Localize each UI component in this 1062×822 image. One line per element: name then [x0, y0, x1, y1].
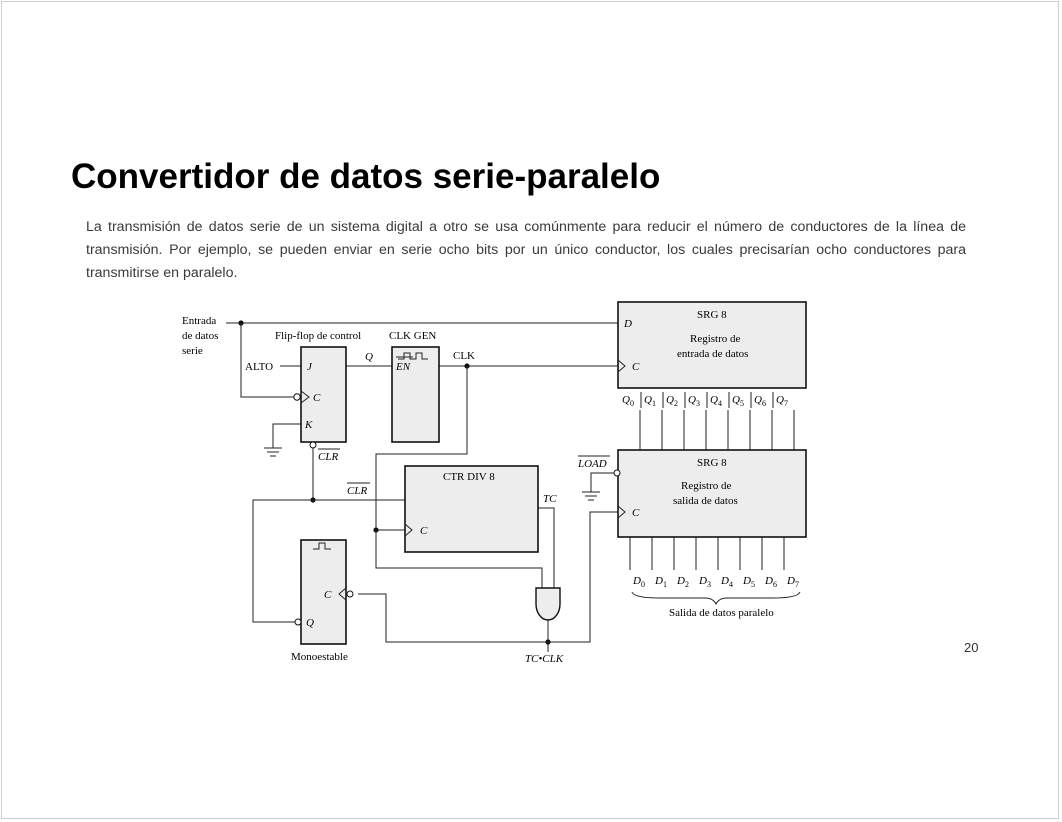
d-output-1: $D_1$ — [655, 575, 667, 589]
page-number: 20 — [964, 640, 979, 655]
mono-c-pin: C — [324, 589, 332, 601]
q-output-4: $Q_4$ — [710, 394, 722, 408]
slide-paragraph: La transmisión de datos serie de un sistema digital a otro se usa comúnmente para reducir el número de conductores de la línea de transmisión. Por ejemplo, se pueden enviar en serie ocho bits por un único conductor, los cuales precisarían ocho conductores para transmitirse en paralelo. — [86, 219, 966, 281]
and-gate — [536, 588, 560, 620]
ff-j-pin: J — [307, 361, 312, 373]
d-output-4: $D_4$ — [721, 575, 733, 589]
serial-input-line2: de datos — [182, 330, 219, 342]
d-output-3: $D_3$ — [699, 575, 711, 589]
serial-input-line1: Entrada — [182, 315, 217, 327]
mono-q-bubble — [295, 619, 301, 625]
d-output-2: $D_2$ — [677, 575, 689, 589]
wire-k-ground — [273, 424, 301, 448]
srg-in-label: SRG 8 — [697, 309, 727, 321]
load-bubble — [614, 470, 620, 476]
ff-clock-bubble — [294, 394, 300, 400]
load-label: LOAD — [578, 458, 607, 470]
srg-in-name2: entrada de datos — [677, 348, 749, 360]
srg-out-name2: salida de datos — [673, 495, 738, 507]
q-output-6: $Q_6$ — [754, 394, 766, 408]
ff-clr-bubble — [310, 442, 316, 448]
srg-in-c-pin: C — [632, 361, 640, 373]
wire-tcclk-mono — [358, 594, 548, 642]
srg-out-outputs — [632, 575, 799, 589]
mono-label: Monoestable — [291, 651, 348, 663]
srg-in-outputs — [622, 392, 788, 408]
output-bracket — [632, 592, 800, 604]
alto-label: ALTO — [245, 361, 274, 373]
srg-out-label: SRG 8 — [697, 457, 727, 469]
clk-label: CLK — [453, 350, 475, 362]
q-output-2: $Q_2$ — [666, 394, 678, 408]
ctr-tc-label: TC — [543, 493, 557, 505]
srg-in-name1: Registro de — [690, 333, 741, 345]
ctr-clr-label: CLR — [347, 485, 368, 497]
wire-load-ground — [591, 473, 614, 492]
flipflop-title: Flip-flop de control — [275, 330, 362, 342]
clkgen-en-pin: EN — [396, 361, 411, 373]
d-output-0: $D_0$ — [633, 575, 645, 589]
tc-clk-label: TC•CLK — [525, 653, 564, 665]
ff-k-pin: K — [305, 419, 313, 431]
parallel-output-label: Salida de datos paralelo — [669, 607, 774, 619]
slide-title: Convertidor de datos serie-paralelo — [71, 157, 661, 196]
wire-tcclk-srgout — [548, 512, 618, 642]
q-output-5: $Q_5$ — [732, 394, 744, 408]
ctr-c-pin: C — [420, 525, 428, 537]
d-output-7: $D_7$ — [787, 575, 799, 589]
q-output-3: $Q_3$ — [688, 394, 700, 408]
srg-out-name1: Registro de — [681, 480, 732, 492]
ff-q-label: Q — [365, 351, 373, 363]
srg-out-c-pin: C — [632, 507, 640, 519]
mono-q-pin: Q — [306, 617, 314, 629]
q-output-0: $Q_0$ — [622, 394, 634, 408]
q-output-1: $Q_1$ — [644, 394, 656, 408]
clkgen-title: CLK GEN — [389, 330, 437, 342]
d-output-6: $D_6$ — [765, 575, 777, 589]
q-output-7: $Q_7$ — [776, 394, 788, 408]
d-output-5: $D_5$ — [743, 575, 755, 589]
wire-tc-and — [538, 508, 554, 588]
mono-clock-bubble — [347, 591, 353, 597]
ff-c-pin: C — [313, 392, 321, 404]
ff-clr-label: CLR — [318, 451, 339, 463]
serial-input-line3: serie — [182, 345, 203, 357]
ctr-label: CTR DIV 8 — [443, 471, 495, 483]
srg-in-d-pin: D — [624, 318, 632, 330]
